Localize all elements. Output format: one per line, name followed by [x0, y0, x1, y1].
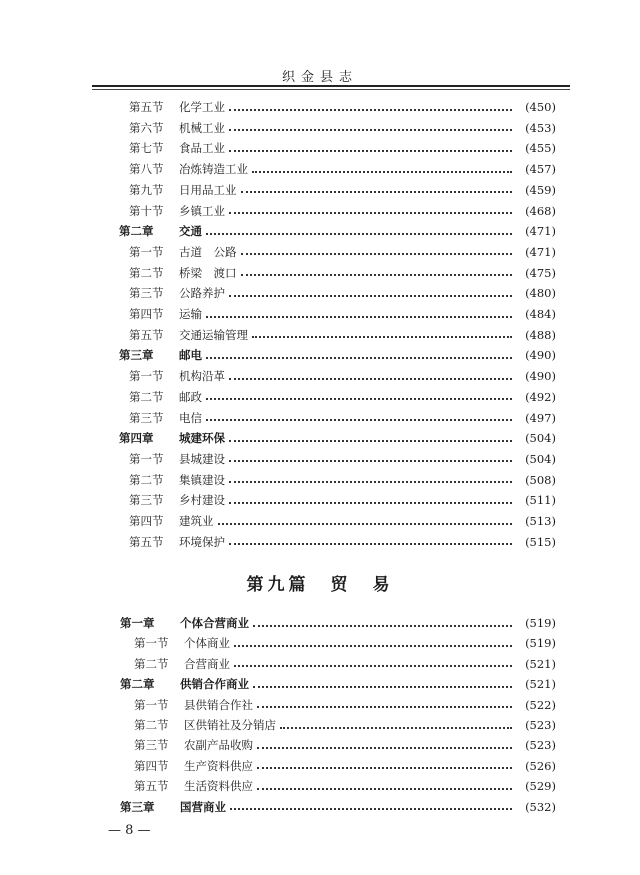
toc-entry-label: 第二章: [119, 224, 154, 239]
toc-entry-label: 第二节: [129, 265, 164, 280]
toc-entry-page: (492): [525, 389, 556, 404]
toc-chapter-row: [119, 430, 556, 447]
toc-entry-page: (504): [525, 431, 556, 446]
toc-entry-label: 第五节: [129, 327, 164, 342]
toc-entry-title: 环境保护: [179, 534, 225, 549]
toc-dot-leader: [234, 665, 512, 667]
toc-section-row: [134, 778, 556, 795]
toc-dot-leader: [229, 129, 512, 131]
toc-entry-title: 合营商业: [184, 656, 230, 671]
toc-section-row: [129, 492, 556, 509]
toc-entry-page: (511): [525, 493, 556, 508]
toc-dot-leader: [252, 171, 512, 173]
toc-dot-leader: [229, 150, 512, 152]
toc-entry-page: (459): [525, 182, 556, 197]
toc-entry-title: 机械工业: [179, 120, 225, 135]
toc-chapter-row: [119, 223, 556, 240]
toc-dot-leader: [229, 295, 512, 297]
toc-dot-leader: [229, 109, 512, 111]
toc-entry-title: 区供销社及分销店: [184, 718, 276, 732]
toc-entry-page: (523): [525, 718, 556, 732]
toc-entry-title: 生活资料供应: [184, 779, 253, 794]
toc-entry-page: (521): [525, 677, 556, 692]
toc-entry-label: 第四章: [119, 431, 154, 446]
toc-entry-page: (468): [525, 203, 556, 218]
toc-dot-leader: [206, 357, 512, 359]
toc-entry-page: (497): [525, 410, 556, 425]
toc-entry-label: 第一节: [134, 697, 169, 712]
toc-entry-page: (513): [525, 514, 556, 528]
toc-entry-label: 第四节: [129, 307, 164, 321]
toc-entry-page: (519): [525, 636, 556, 651]
running-header: 织金县志: [281, 70, 358, 85]
toc-section-row: [129, 203, 556, 220]
toc-entry-page: (453): [525, 120, 556, 135]
toc-entry-page: (519): [525, 616, 556, 630]
toc-entry-title: 乡村建设: [179, 493, 225, 508]
toc-section-row: [129, 513, 556, 530]
toc-entry-title: 供销合作商业: [180, 677, 249, 692]
toc-entry-label: 第三章: [119, 348, 154, 363]
toc-dot-leader: [229, 440, 512, 442]
toc-entry-page: (455): [525, 141, 556, 156]
toc-entry-title: 城建环保: [179, 431, 225, 446]
toc-dot-leader: [229, 460, 512, 462]
toc-section-row: [129, 120, 556, 137]
toc-section-row: [134, 635, 556, 652]
toc-section-row: [134, 697, 556, 714]
toc-entry-title: 个体合营商业: [180, 616, 249, 630]
toc-dot-leader: [229, 212, 512, 214]
toc-entry-page: (475): [525, 265, 556, 280]
toc-entry-title: 生产资料供应: [184, 758, 253, 773]
toc-section-row: [129, 99, 556, 116]
toc-entry-page: (526): [525, 758, 556, 773]
toc-entry-page: (529): [525, 779, 556, 794]
toc-section-row: [129, 306, 556, 323]
toc-section-row: [129, 244, 556, 261]
toc-entry-title: 乡镇工业: [179, 203, 225, 218]
page-number: — 8 —: [108, 823, 151, 838]
toc-section-row: [129, 161, 556, 178]
toc-section-row: [129, 265, 556, 282]
toc-chapter-row: [120, 799, 556, 816]
toc-entry-title: 县城建设: [179, 451, 225, 466]
toc-dot-leader: [241, 274, 513, 276]
toc-entry-page: (523): [525, 738, 556, 753]
toc-entry-page: (522): [525, 697, 556, 712]
toc-entry-page: (471): [525, 224, 556, 239]
toc-section-row: [129, 140, 556, 157]
toc-chapter-row: [120, 615, 556, 632]
toc-entry-label: 第九节: [129, 182, 164, 197]
toc-entry-page: (532): [525, 799, 556, 814]
toc-entry-title: 交通运输管理: [179, 327, 248, 342]
header-rule-thin: [92, 89, 570, 90]
toc-entry-label: 第二节: [129, 389, 164, 404]
toc-section-row: [129, 410, 556, 427]
toc-entry-label: 第二节: [129, 472, 164, 487]
toc-entry-title: 交通: [179, 224, 202, 239]
toc-dot-leader: [257, 747, 512, 749]
toc-entry-title: 化学工业: [179, 100, 225, 114]
toc-section-row: [129, 285, 556, 302]
toc-section-row: [129, 534, 556, 551]
toc-entry-page: (484): [525, 307, 556, 321]
toc-entry-page: (521): [525, 656, 556, 671]
toc-entry-title: 日用品工业: [179, 182, 237, 197]
toc-entry-label: 第八节: [129, 162, 164, 177]
toc-entry-label: 第一节: [129, 369, 164, 384]
toc-dot-leader: [229, 481, 512, 483]
toc-entry-title: 邮电: [179, 348, 202, 363]
toc-entry-title: 农副产品收购: [184, 738, 253, 753]
toc-entry-title: 桥梁 渡口: [179, 265, 237, 280]
toc-entry-label: 第一节: [129, 451, 164, 466]
toc-entry-title: 个体商业: [184, 636, 230, 651]
toc-section-row: [134, 737, 556, 754]
toc-entry-label: 第五节: [134, 779, 169, 794]
toc-entry-title: 邮政: [179, 389, 202, 404]
toc-entry-title: 冶炼铸造工业: [179, 162, 248, 177]
toc-entry-label: 第二节: [134, 656, 169, 671]
toc-dot-leader: [206, 233, 512, 235]
toc-entry-page: (515): [525, 534, 556, 549]
toc-entry-label: 第三节: [134, 738, 169, 753]
toc-entry-title: 建筑业: [179, 514, 214, 528]
toc-entry-label: 第三节: [129, 410, 164, 425]
toc-entry-title: 古道 公路: [179, 244, 237, 259]
toc-entry-title: 县供销合作社: [184, 697, 253, 712]
toc-entry-title: 公路养护: [179, 286, 225, 301]
toc-entry-title: 国营商业: [180, 799, 226, 814]
toc-dot-leader: [206, 398, 512, 400]
toc-entry-label: 第十节: [129, 203, 164, 218]
toc-entry-label: 第二章: [120, 677, 155, 692]
toc-dot-leader: [206, 316, 512, 318]
header-rule-thick: [92, 85, 570, 87]
part-title: 第九篇 贸 易: [246, 575, 394, 595]
toc-section-row: [134, 656, 556, 673]
toc-entry-page: (450): [525, 100, 556, 114]
toc-dot-leader: [206, 419, 512, 421]
toc-entry-page: (457): [525, 162, 556, 177]
toc-section-row: [129, 182, 556, 199]
toc-dot-leader: [280, 727, 512, 729]
toc-section-row: [129, 389, 556, 406]
toc-entry-title: 电信: [179, 410, 202, 425]
toc-dot-leader: [257, 767, 512, 769]
toc-entry-page: (471): [525, 244, 556, 259]
toc-entry-label: 第一章: [120, 616, 155, 630]
toc-entry-title: 运输: [179, 307, 202, 321]
toc-entry-label: 第三节: [129, 286, 164, 301]
toc-dot-leader: [253, 625, 512, 627]
toc-entry-label: 第六节: [129, 120, 164, 135]
toc-entry-label: 第七节: [129, 141, 164, 156]
toc-dot-leader: [218, 523, 513, 525]
toc-dot-leader: [257, 788, 512, 790]
toc-dot-leader: [252, 336, 512, 338]
toc-entry-label: 第三章: [120, 799, 155, 814]
toc-entry-label: 第四节: [129, 514, 164, 528]
toc-entry-title: 集镇建设: [179, 472, 225, 487]
toc-entry-label: 第一节: [129, 244, 164, 259]
toc-entry-title: 机构沿革: [179, 369, 225, 384]
toc-chapter-row: [119, 347, 556, 364]
toc-section-row: [134, 758, 556, 775]
toc-dot-leader: [229, 543, 512, 545]
toc-entry-page: (508): [525, 472, 556, 487]
toc-entry-page: (490): [525, 348, 556, 363]
toc-section-row: [129, 368, 556, 385]
toc-entry-page: (490): [525, 369, 556, 384]
toc-dot-leader: [241, 191, 513, 193]
toc-entry-label: 第一节: [134, 636, 169, 651]
toc-entry-label: 第二节: [134, 718, 169, 732]
toc-dot-leader: [230, 808, 512, 810]
toc-entry-label: 第五节: [129, 534, 164, 549]
toc-entry-label: 第三节: [129, 493, 164, 508]
toc-dot-leader: [229, 502, 512, 504]
toc-dot-leader: [241, 253, 513, 255]
toc-dot-leader: [234, 645, 512, 647]
toc-chapter-row: [120, 676, 556, 693]
toc-entry-page: (504): [525, 451, 556, 466]
toc-dot-leader: [257, 706, 512, 708]
toc-entry-label: 第四节: [134, 758, 169, 773]
toc-section-row: [129, 451, 556, 468]
toc-entry-title: 食品工业: [179, 141, 225, 156]
toc-entry-page: (480): [525, 286, 556, 301]
toc-entry-label: 第五节: [129, 100, 164, 114]
toc-dot-leader: [253, 686, 512, 688]
toc-section-row: [129, 472, 556, 489]
toc-section-row: [134, 717, 556, 734]
toc-entry-page: (488): [525, 327, 556, 342]
toc-section-row: [129, 327, 556, 344]
toc-dot-leader: [229, 378, 512, 380]
